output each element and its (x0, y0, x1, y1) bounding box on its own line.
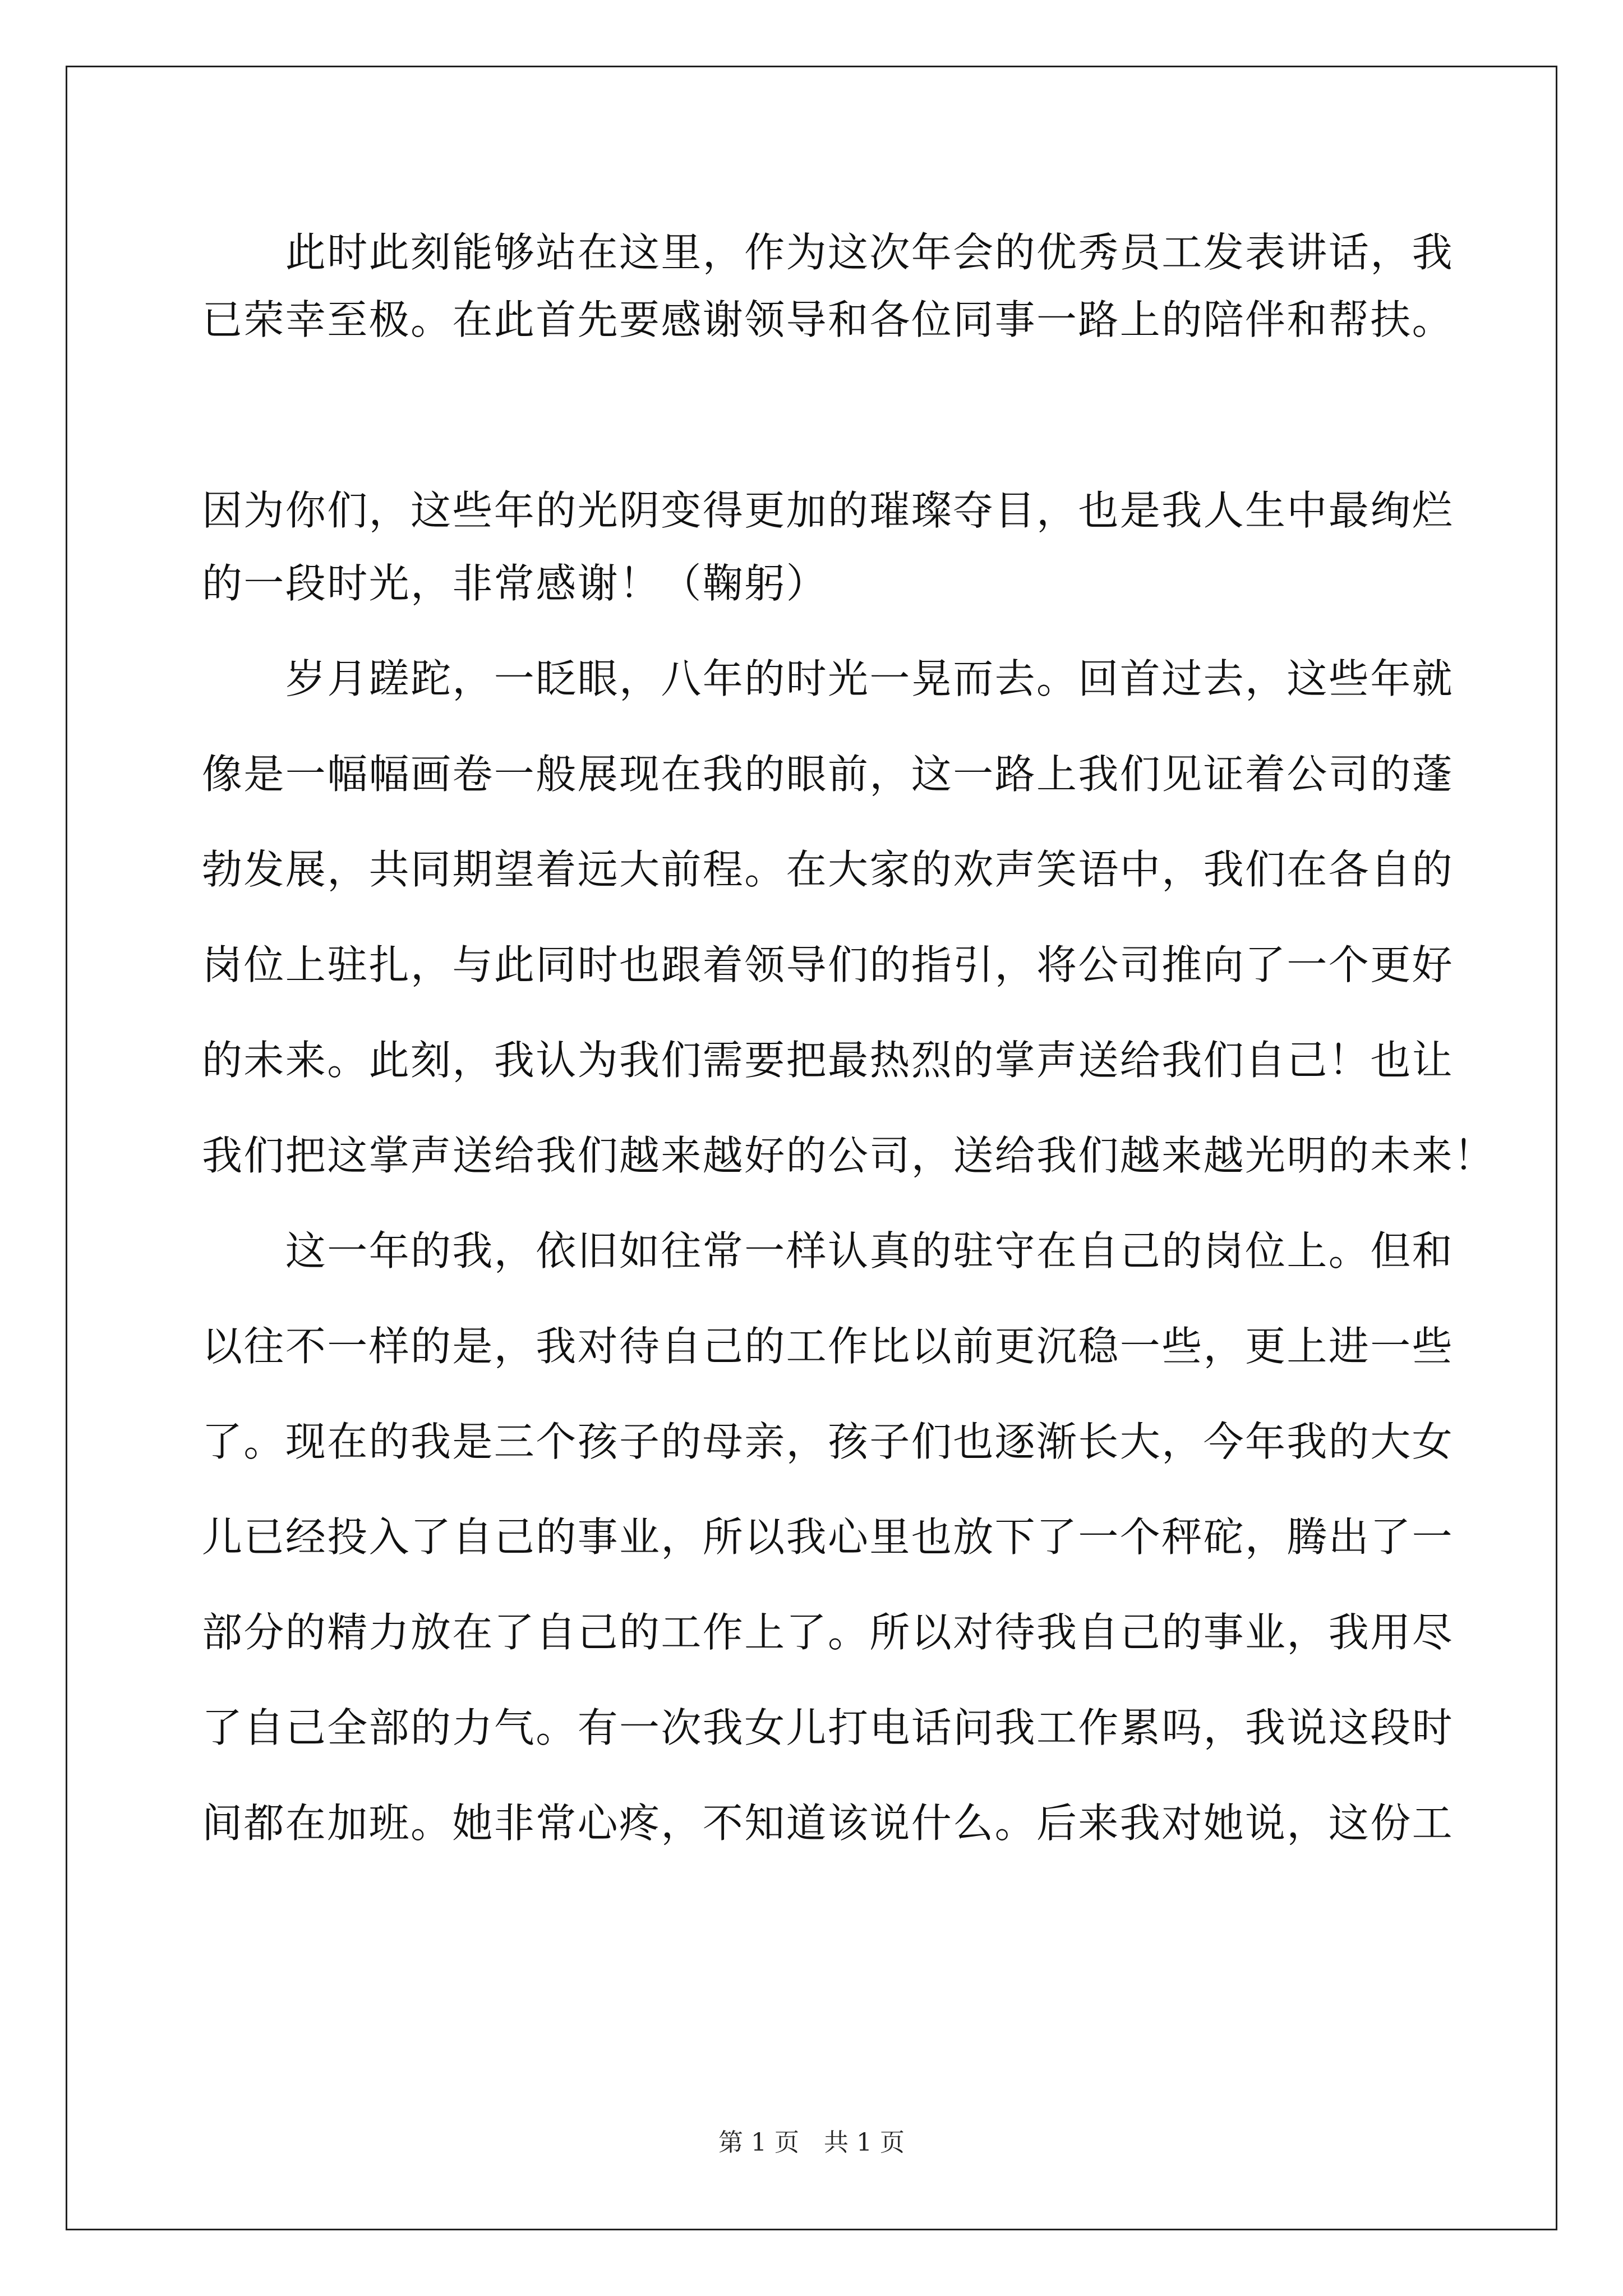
body-line: 部分的精力放在了自己的工作上了。所以对待我自己的事业，我用尽 (202, 1609, 1454, 1656)
body-line: 此时此刻能够站在这里，作为这次年会的优秀员工发表讲话，我 (202, 229, 1454, 276)
body-line: 了自己全部的力气。有一次我女儿打电话问我工作累吗，我说这段时 (202, 1704, 1454, 1751)
body-line: 像是一幅幅画卷一般展现在我的眼前，这一路上我们见证着公司的蓬 (202, 751, 1454, 798)
body-line: 我们把这掌声送给我们越来越好的公司，送给我们越来越光明的未来！ (202, 1132, 1496, 1179)
body-line: 这一年的我，依旧如往常一样认真的驻守在自己的岗位上。但和 (202, 1227, 1454, 1274)
body-line: 已荣幸至极。在此首先要感谢领导和各位同事一路上的陪伴和帮扶。 (202, 296, 1454, 343)
body-line: 以往不一样的是，我对待自己的工作比以前更沉稳一些，更上进一些 (202, 1323, 1454, 1370)
body-line: 的一段时光，非常感谢！（鞠躬） (202, 560, 828, 607)
body-line: 间都在加班。她非常心疼，不知道该说什么。后来我对她说，这份工 (202, 1800, 1454, 1847)
body-line: 岗位上驻扎，与此同时也跟着领导们的指引，将公司推向了一个更好 (202, 941, 1454, 988)
body-line: 了。现在的我是三个孩子的母亲，孩子们也逐渐长大，今年我的大女 (202, 1418, 1454, 1465)
body-line: 儿已经投入了自己的事业，所以我心里也放下了一个秤砣，腾出了一 (202, 1513, 1454, 1561)
body-line: 的未来。此刻，我认为我们需要把最热烈的掌声送给我们自己！也让 (202, 1037, 1454, 1084)
body-line: 因为你们，这些年的光阴变得更加的璀璨夺目，也是我人生中最绚烂 (202, 487, 1454, 534)
body-line: 岁月蹉跎，一眨眼，八年的时光一晃而去。回首过去，这些年就 (202, 655, 1454, 702)
body-line: 勃发展，共同期望着远大前程。在大家的欢声笑语中，我们在各自的 (202, 846, 1454, 893)
page-number-footer: 第 1 页 共 1 页 (718, 2128, 905, 2157)
